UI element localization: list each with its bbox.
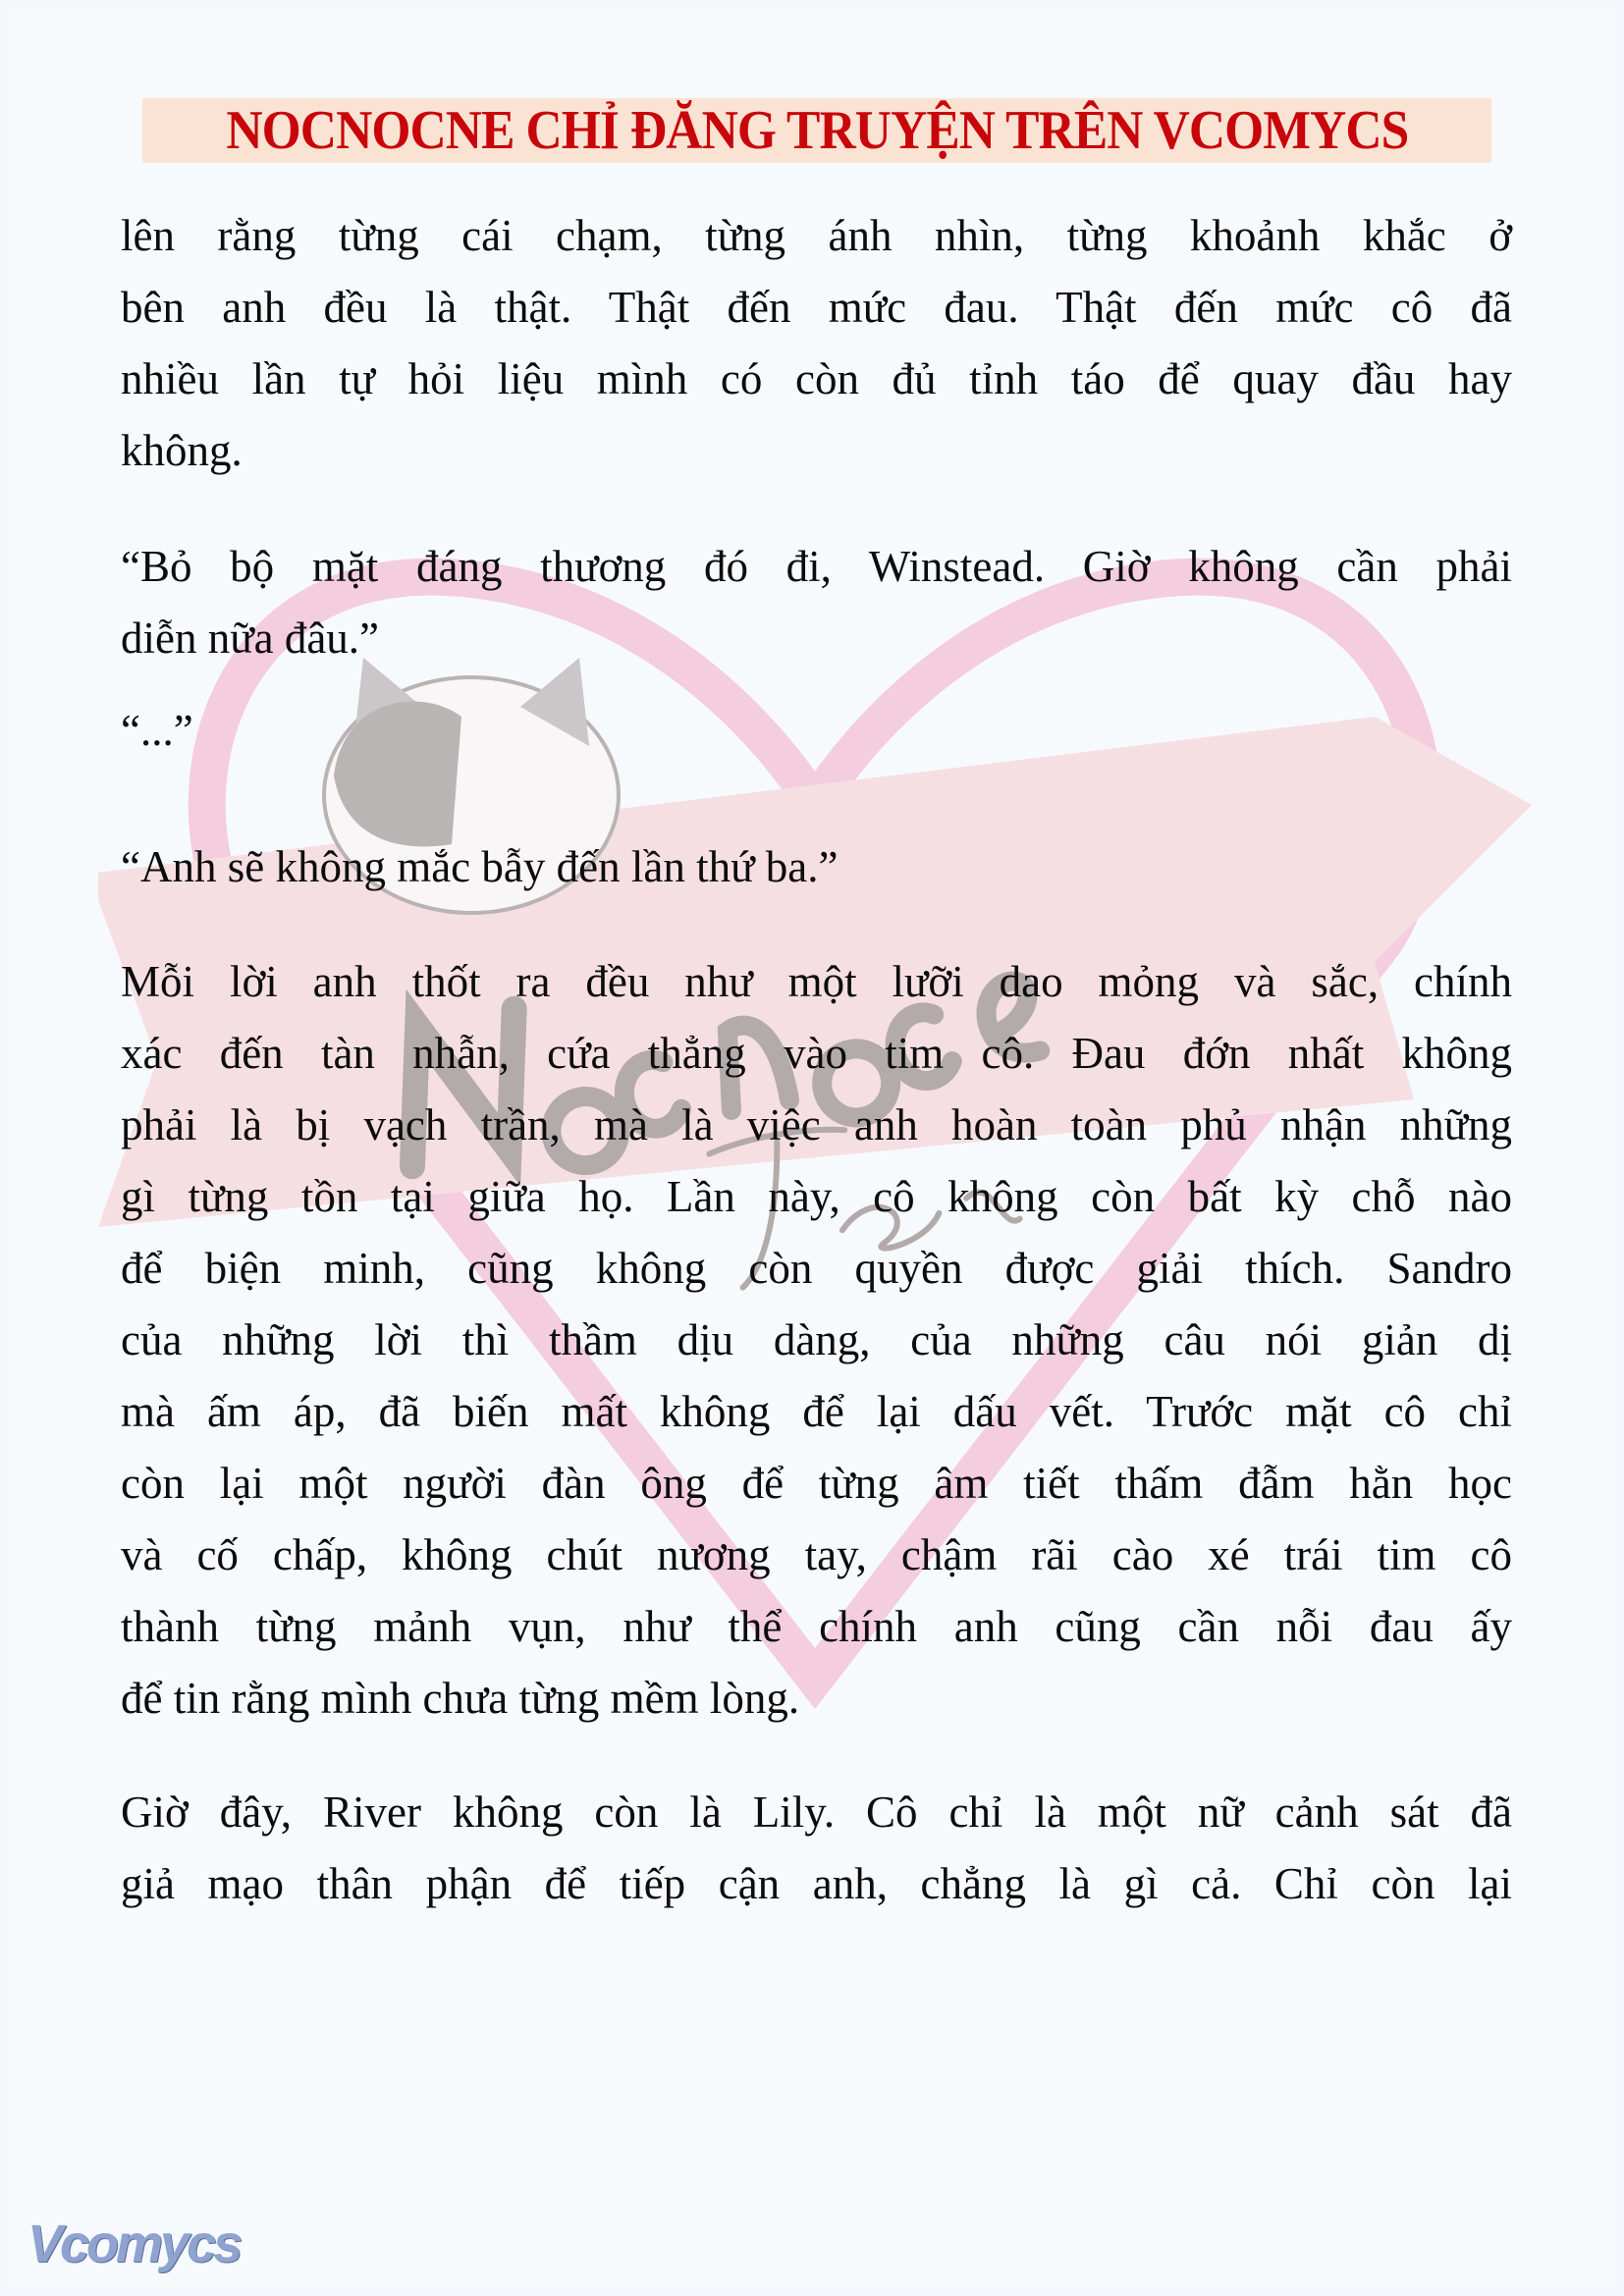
text-line: “Bỏ bộ mặt đáng thương đó đi, Winstead. Giờ không cần phải [121,542,1512,591]
vcomycs-logo: Vcomycs [27,2215,241,2273]
text-line: để tin rằng mình chưa từng mềm lòng. [121,1674,800,1723]
text-line: thành từng mảnh vụn, như thể chính anh cũng cần nỗi đau ấy [121,1602,1512,1651]
text-line: lên rằng từng cái chạm, từng ánh nhìn, từng khoảnh khắc ở [121,211,1512,260]
text-line: phải là bị vạch trần, mà là việc anh hoàn toàn phủ nhận những [121,1100,1512,1149]
text-line: không. [121,426,243,475]
paragraph [121,695,1512,767]
text-line: nhiều lần tự hỏi liệu mình có còn đủ tỉnh táo để quay đầu hay [121,354,1512,403]
text-line: diễn nữa đâu.” [121,614,380,663]
paragraph [121,831,1512,903]
text-line: “Anh sẽ không mắc bẫy đến lần thứ ba.” [121,842,839,891]
text-line: còn lại một người đàn ông để từng âm tiết thấm đẫm hằn học [121,1459,1512,1508]
text-line: và cố chấp, không chút nương tay, chậm rãi cào xé trái tim cô [121,1530,1512,1579]
text-line: bên anh đều là thật. Thật đến mức đau. Thật đến mức cô đã [121,283,1512,332]
text-line: xác đến tàn nhẫn, cứa thẳng vào tim cô. Đau đớn nhất không [121,1029,1512,1078]
text-line: giả mạo thân phận để tiếp cận anh, chẳng là gì cả. Chỉ còn lại [121,1859,1512,1908]
text-line: mà ấm áp, đã biến mất không để lại dấu vết. Trước mặt cô chỉ [121,1387,1512,1436]
paragraph [121,1777,1512,1920]
text-line: “...” [121,706,193,755]
text-line: để biện minh, cũng không còn quyền được giải thích. Sandro [121,1244,1512,1293]
text-line: gì từng tồn tại giữa họ. Lần này, cô không còn bất kỳ chỗ nào [121,1172,1512,1221]
text-line: Giờ đây, River không còn là Lily. Cô chỉ là một nữ cảnh sát đã [121,1788,1512,1837]
paragraph [121,200,1512,487]
banner-text: NOCNOCNE CHỈ ĐĂNG TRUYỆN TRÊN VCOMYCS [225,100,1408,161]
site-notice-banner [142,98,1491,163]
text-line: Mỗi lời anh thốt ra đều như một lưỡi dao mỏng và sắc, chính [121,957,1512,1006]
paragraph [121,946,1512,1735]
text-line: của những lời thì thầm dịu dàng, của những câu nói giản dị [121,1315,1512,1364]
paragraph [121,531,1512,674]
